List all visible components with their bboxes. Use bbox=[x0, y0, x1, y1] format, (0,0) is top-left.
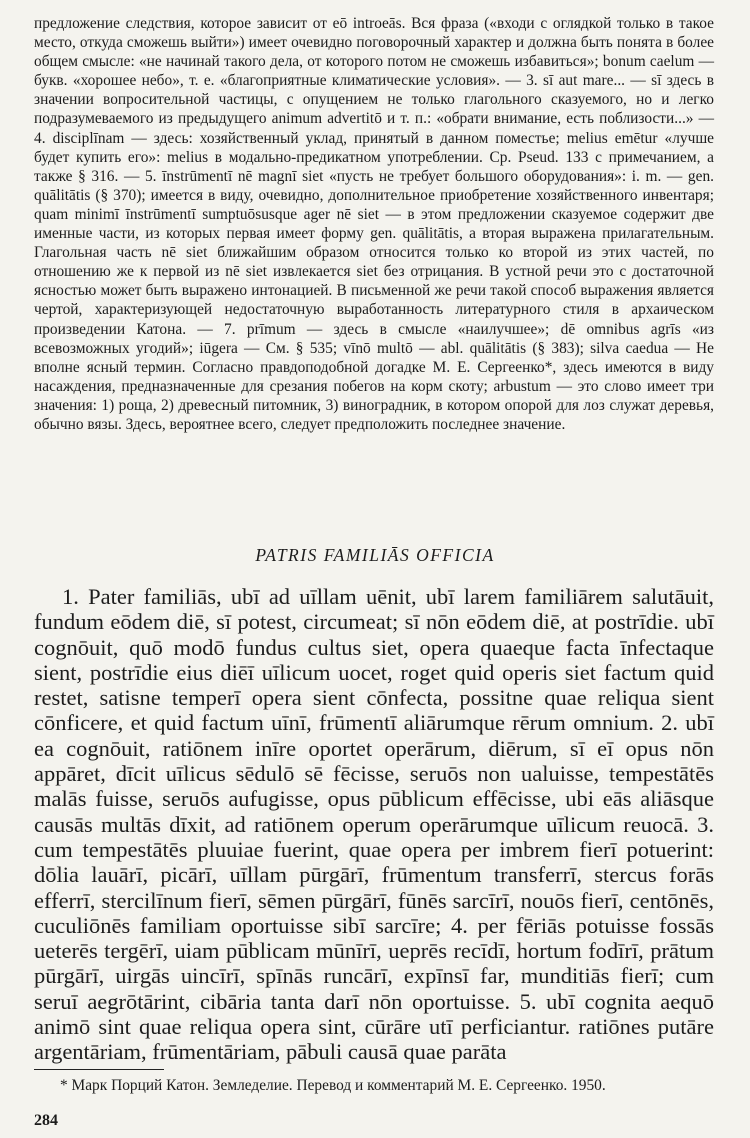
footnote-divider bbox=[34, 1069, 164, 1070]
commentary-block bbox=[34, 14, 714, 434]
latin-text-block bbox=[34, 584, 714, 1065]
latin-text: 1. Pater familiās, ubī ad uīllam uēnit, ubī larem familiārem salutāuit, fundum eōdem diē, sī potest, circumeat; sī nōn eōdem diē, at postrīdie. ubī cognōuit, quō modō fundus cultus siet, opera quaeque facta īnfectaque sient, postrīdie eius diēī uīlicum uocet, roget quid operis siet factum quid restet, satisne temperī opera sient cōnfecta, possitne quae reliqua sient cōnficere, et quid factum uīnī, frūmentī aliārumque rērum omnium. 2. ubī ea cognōuit, ratiōnem inīre oportet operārum, diērum, sī eī opus nōn appāret, dīcit uīlicus sēdulō sē fēcisse, seruōs non ualuisse, tempestātēs malās fuisse, seruōs aufugisse, opus pūblicum effēcisse, ubi eās aliāsque causās multās dīxit, ad ratiōnem operum operārumque uīlicum reuocā. 3. cum tempestātēs pluuiae fuerint, quae opera per imbrem fierī potuerint: dōlia lauārī, picārī, uīllam pūrgārī, frūmentum transferrī, stercus forās efferrī, stercilīnum fierī, sēmen pūrgārī, fūnēs sarcīrī, nouōs fierī, centōnēs, cuculiōnēs familiam oportuisse sibī sarcīre; 4. per fēriās potuisse fossās ueterēs tergērī, uiam pūblicam mūnīrī, ueprēs recīdī, hortum fodīrī, prātum pūrgārī, uirgās uincīrī, spīnās runcārī, expīnsī far, munditiās fierī; cum seruī aegrōtārint, cibāria tanta darī nōn oportuisse. 5. ubī cognita aequō animō sint quae reliqua opera sint, cūrāre utī perficiantur. ratiōnes putāre argentāriam, frūmentāriam, pābuli causā quae parāta bbox=[34, 584, 714, 1065]
page-number: 284 bbox=[34, 1112, 58, 1129]
section-title: PATRIS FAMILIĀS OFFICIA bbox=[255, 545, 495, 565]
commentary-text: предложение следствия, которое зависит от eō introeās. Вся фраза («входи с оглядкой только в такое место, откуда сможешь выйти») имеет очевидно поговорочный характер и должна быть понята в более общем смысле: «не начинай такого дела, от которого потом не сможешь избавиться»; bonum caelum — букв. «хорошее небо», т. е. «благоприятные климатические условия». — 3. sī aut mare... — sī здесь в значении вопросительной частицы, с опущением не только глагольного сказуемого, но и легко подразумеваемого из предыдущего animum advertitō и т. п.: «обрати внимание, есть поблизости...» — 4. disciplīnam — здесь: хозяйственный уклад, принятый в данном поместье; melius emētur «лучше будет купить его»: melius в модально-предикатном употреблении. Ср. Pseud. 133 с примечанием, а также § 316. — 5. īnstrūmentī nē magnī siet «пусть не требует большого оборудования»: i. m. — gen. quālitātis (§ 370); имеется в виду, очевидно, дополнительное приобретение хозяйственного инвентаря; quam minimī īnstrūmentī sumptuōsusque ager nē siet — в этом предложении сказуемое содержит две именные части, из которых первая имеет форму gen. quālitātis, а вторая выражена прилагательным. Глагольная часть nē siet ближайшим образом относится только ко второй из этих частей, по отношению же к первой из nē siet извлекается siet без отрицания. В устной речи это с достаточной ясностью может быть выражено интонацией. В письменной же речи такой способ выражения является чертой, характеризующей недостаточную выработанность литературного стиля в архаическом произведении Катона. — 7. prīmum — здесь в смысле «наилучшее»; dē omnibus agrīs «из всевозможных угодий»; iūgera — См. § 535; vīnō multō — abl. quālitātis (§ 383); silva caedua — Не вполне ясный термин. Согласно правдоподобной догадке М. Е. Сергеенко*, здесь имеются в виду насаждения, предназначенные для срезания побегов на корм скоту; arbustum — это слово имеет три значения: 1) роща, 2) древесный питомник, 3) виноградник, в котором опорой для лоз служат деревья, обычно вязы. Здесь, вероятнее всего, следует предположить последнее значение. bbox=[34, 15, 714, 433]
footnote: * Марк Порций Катон. Земледелие. Перевод и комментарий М. Е. Сергеенко. 1950. bbox=[60, 1077, 606, 1094]
